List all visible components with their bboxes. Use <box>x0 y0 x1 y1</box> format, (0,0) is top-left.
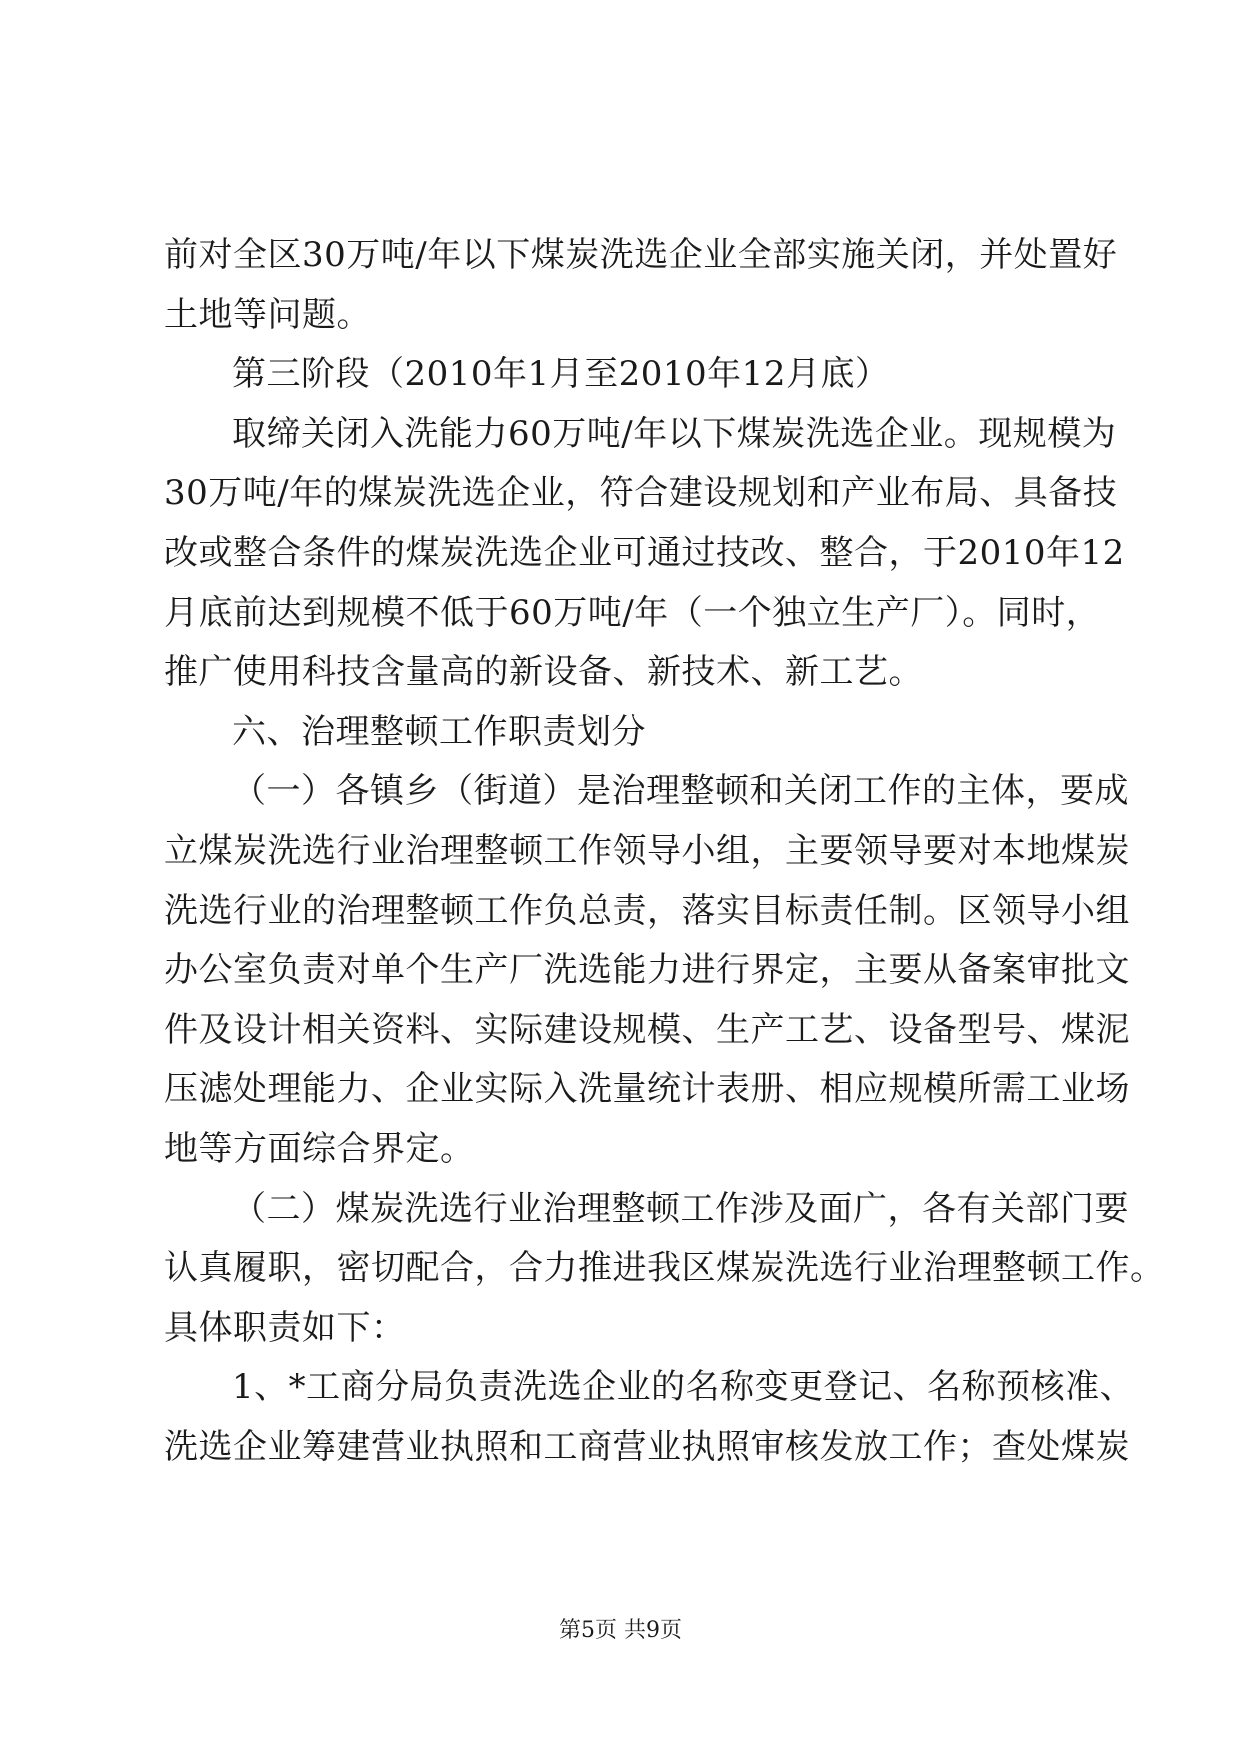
document-body <box>164 226 1165 1477</box>
text-line: 压滤处理能力、企业实际入洗量统计表册、相应规模所需工业场 <box>164 1069 1130 1110</box>
text-line: 认真履职，密切配合，合力推进我区煤炭洗选行业治理整顿工作。 <box>164 1248 1165 1289</box>
text-line: 土地等问题。 <box>164 294 371 335</box>
text-line: 具体职责如下： <box>164 1307 406 1348</box>
paragraph-start: 1、*工商分局负责洗选企业的名称变更登记、名称预核准、 <box>232 1367 1135 1408</box>
paragraph-start: 取缔关闭入洗能力60万吨/年以下煤炭洗选企业。现规模为 <box>232 413 1117 454</box>
page-number: 第5页 共9页 <box>559 1618 682 1643</box>
text-line: 办公室负责对单个生产厂洗选能力进行界定，主要从备案审批文 <box>164 950 1130 991</box>
section-heading: 第三阶段（2010年1月至2010年12月底） <box>232 354 890 395</box>
text-line: 前对全区30万吨/年以下煤炭洗选企业全部实施关闭，并处置好 <box>164 235 1118 275</box>
text-line: 月底前达到规模不低于60万吨/年（一个独立生产厂）。同时， <box>164 592 1101 633</box>
text-line: 立煤炭洗选行业治理整顿工作领导小组，主要领导要对本地煤炭 <box>164 830 1130 871</box>
text-line: 30万吨/年的煤炭洗选企业，符合建设规划和产业布局、具备技 <box>164 473 1118 514</box>
paragraph-start: （二）煤炭洗选行业治理整顿工作涉及面广，各有关部门要 <box>232 1188 1129 1229</box>
text-line: 地等方面综合界定。 <box>164 1128 475 1169</box>
section-heading: 六、治理整顿工作职责划分 <box>232 711 646 752</box>
text-line: 推广使用科技含量高的新设备、新技术、新工艺。 <box>164 652 923 693</box>
text-line: 改或整合条件的煤炭洗选企业可通过技改、整合，于2010年12 <box>164 532 1125 573</box>
text-line: 洗选行业的治理整顿工作负总责，落实目标责任制。区领导小组 <box>164 890 1130 931</box>
paragraph-start: （一）各镇乡（街道）是治理整顿和关闭工作的主体，要成 <box>232 771 1129 812</box>
text-line: 洗选企业筹建营业执照和工商营业执照审核发放工作；查处煤炭 <box>164 1426 1130 1467</box>
text-line: 件及设计相关资料、实际建设规模、生产工艺、设备型号、煤泥 <box>164 1009 1130 1050</box>
